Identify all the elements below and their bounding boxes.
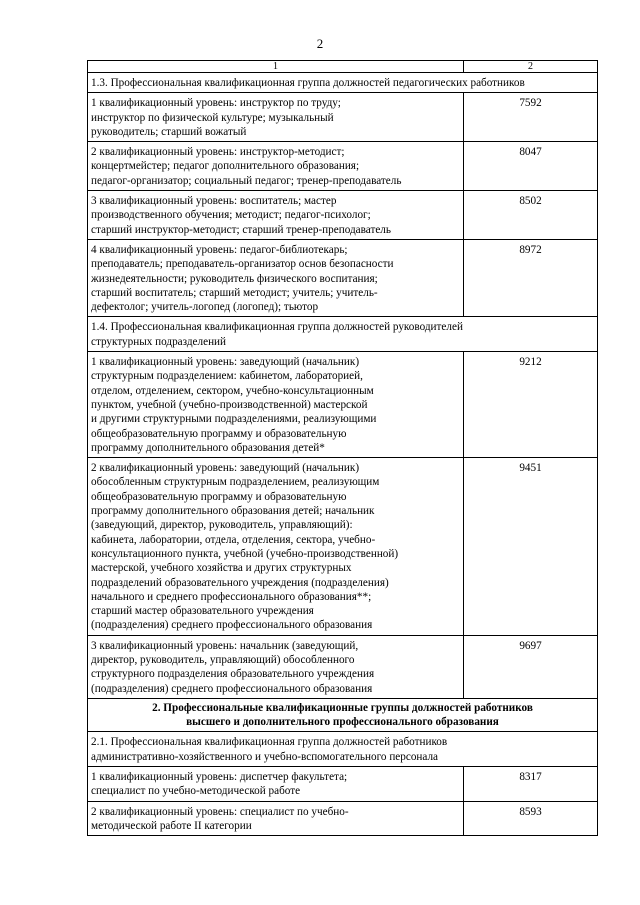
cell-text-line: педагог-организатор; социальный педагог; тренер-преподаватель [91, 174, 402, 187]
cell-text-line: старший воспитатель; старший методист; учитель; учитель- [91, 286, 378, 299]
qualification-level-description [88, 239, 464, 316]
salary-table-body [88, 61, 598, 836]
cell-text-line: обособленным структурным подразделением, реализующим [91, 476, 380, 489]
cell-text-line: (подразделения) среднего профессионального образования [91, 682, 373, 695]
cell-text-line: общеобразовательную программу и образовательную [91, 427, 347, 440]
qualification-level-row [88, 239, 598, 316]
qualification-level-description [88, 458, 464, 636]
qualification-level-description [88, 801, 464, 836]
group-heading-row [88, 73, 598, 93]
cell-text-line: административно-хозяйственного и учебно-вспомогательного персонала [91, 750, 439, 763]
qualification-level-row [88, 458, 598, 636]
qualification-level-description [88, 191, 464, 240]
cell-text-line: и другими структурными подразделениями, реализующими [91, 413, 377, 426]
salary-value: 9697 [464, 635, 598, 698]
cell-text-line: общеобразовательную программу и образовательную [91, 490, 347, 503]
cell-text-line: мастерской, учебного хозяйства и других структурных [91, 562, 352, 575]
cell-text-line: отделом, отделением, сектором, учебно-консультационным [91, 384, 374, 397]
cell-text-line: консультационного пункта, учебной (учебно-производственной) [91, 547, 399, 560]
cell-text-line: программу дополнительного образования детей* [91, 441, 325, 454]
qualification-level-description [88, 352, 464, 458]
cell-text-line: дефектолог; учитель-логопед (логопед); тьютор [91, 301, 319, 314]
cell-text-line: производственного обучения; методист; педагог-психолог; [91, 209, 371, 222]
qualification-level-row [88, 93, 598, 142]
salary-value: 8317 [464, 767, 598, 802]
cell-text-line: 1.3. Профессиональная квалификационная группа должностей педагогических работников [91, 77, 525, 89]
group-heading [88, 317, 598, 352]
qualification-level-description [88, 635, 464, 698]
cell-text-line: 2 квалификационный уровень: заведующий (начальник) [91, 462, 360, 475]
qualification-level-description [88, 93, 464, 142]
cell-text-line: 1 квалификационный уровень: диспетчер факультета; [91, 771, 348, 784]
cell-text-line: методической работе II категории [91, 819, 252, 832]
cell-text-line: 2. Профессиональные квалификационные группы должностей работников [152, 701, 533, 714]
qualification-level-row [88, 142, 598, 191]
cell-text-line: 2.1. Профессиональная квалификационная группа должностей работников [91, 736, 448, 749]
cell-text-line: подразделений образовательного учреждения (подразделения) [91, 576, 389, 589]
salary-table [87, 60, 598, 836]
salary-value: 9451 [464, 458, 598, 636]
cell-text-line: 1 квалификационный уровень: заведующий (начальник) [91, 356, 360, 369]
group-heading-row [88, 317, 598, 352]
column-header-1: 1 [88, 61, 464, 73]
cell-text-line: пунктом, учебной (учебно-производственной) мастерской [91, 398, 368, 411]
cell-text-line: 3 квалификационный уровень: воспитатель; мастер [91, 195, 337, 208]
cell-text-line: высшего и дополнительного профессионального образования [186, 716, 499, 729]
cell-text-line: программу дополнительного образования детей; начальник [91, 505, 375, 518]
section-heading-row [88, 698, 598, 732]
salary-value: 8972 [464, 239, 598, 316]
cell-text-line: инструктор по физической культуре; музыкальный [91, 111, 334, 124]
cell-text-line: специалист по учебно-методической работе [91, 785, 301, 798]
group-heading [88, 732, 598, 767]
cell-text-line: руководитель; старший вожатый [91, 125, 247, 138]
qualification-level-row [88, 352, 598, 458]
qualification-level-description [88, 767, 464, 802]
qualification-level-description [88, 142, 464, 191]
cell-text-line: 3 квалификационный уровень: начальник (заведующий, [91, 639, 359, 652]
cell-text-line: 4 квалификационный уровень: педагог-библиотекарь; [91, 243, 348, 256]
qualification-level-row [88, 801, 598, 836]
cell-text-line: директор, руководитель, управляющий) обособленного [91, 653, 355, 666]
cell-text-line: концертмейстер; педагог дополнительного образования; [91, 160, 360, 173]
cell-text-line: 2 квалификационный уровень: специалист по учебно- [91, 805, 349, 818]
cell-text-line: преподаватель; преподаватель-организатор основ безопасности [91, 258, 394, 271]
group-heading-row [88, 732, 598, 767]
column-header-row [88, 61, 598, 73]
cell-text-line: структурных подразделений [91, 335, 227, 348]
cell-text-line: начального и среднего профессионального образования**; [91, 590, 372, 603]
salary-value: 8047 [464, 142, 598, 191]
cell-text-line: кабинета, лаборатории, отдела, отделения, сектора, учебно- [91, 533, 376, 546]
cell-text-line: 1 квалификационный уровень: инструктор по труду; [91, 97, 341, 110]
cell-text-line: старший мастер образовательного учреждения [91, 605, 314, 618]
section-heading [88, 698, 598, 732]
page-number: 2 [316, 36, 324, 51]
qualification-level-row [88, 635, 598, 698]
qualification-level-row [88, 767, 598, 802]
salary-value: 7592 [464, 93, 598, 142]
cell-text-line: старший инструктор-методист; старший тренер-преподаватель [91, 223, 391, 236]
salary-value: 8502 [464, 191, 598, 240]
cell-text-line: (заведующий, директор, руководитель, управляющий): [91, 519, 353, 532]
group-heading [88, 73, 598, 93]
salary-value: 9212 [464, 352, 598, 458]
cell-text-line: (подразделения) среднего профессионального образования [91, 619, 373, 632]
cell-text-line: 1.4. Профессиональная квалификационная группа должностей руководителей [91, 321, 463, 334]
qualification-level-row [88, 191, 598, 240]
cell-text-line: жизнедеятельности; руководитель физического воспитания; [91, 272, 378, 285]
salary-value: 8593 [464, 801, 598, 836]
cell-text-line: структурным подразделением: кабинетом, лабораторией, [91, 370, 363, 383]
column-header-2: 2 [464, 61, 598, 73]
cell-text-line: 2 квалификационный уровень: инструктор-методист; [91, 146, 345, 159]
cell-text-line: структурного подразделения образовательного учреждения [91, 668, 375, 681]
